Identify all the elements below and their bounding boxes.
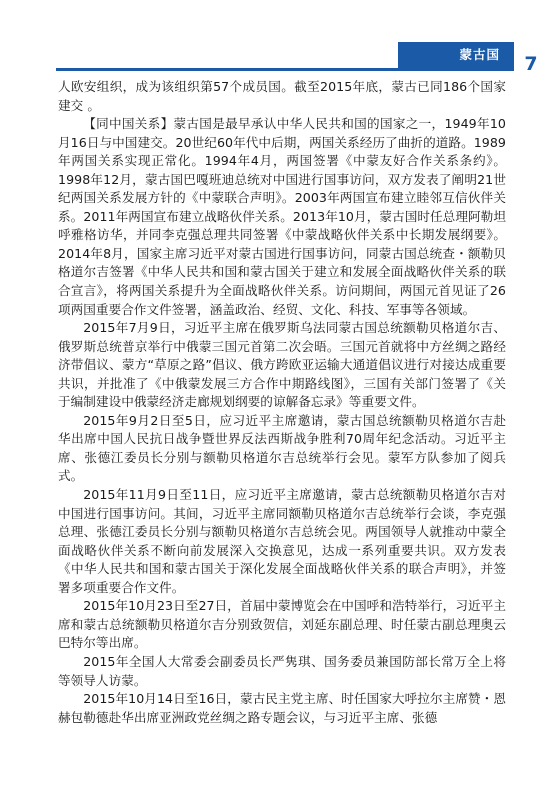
body-text [58, 78, 506, 727]
paragraph: 2015年10月14日至16日，蒙古民主党主席、时任国家大呼拉尔主席赞・恩赫包勒德赴华出席亚洲政党丝绸之路专题会议，与习近平主席、张德 [58, 691, 506, 725]
paragraph: 【同中国关系】蒙古国是最早承认中华人民共和国的国家之一，1949年10月16日与中国建交。20世纪60年代中后期，两国关系经历了曲折的道路。1989年两国关系实现正常化。1994年4月，两国签署《中蒙友好合作关系条约》。1998年12月，蒙古国巴嘎班迪总统对中国进行国事访问，双方发表了阐明21世纪两国关系发展方针的《中蒙联合声明》。2003年两国宣布建立睦邻互信伙伴关系。2011年两国宣布建立战略伙伴关系。2013年10月，蒙古国时任总理阿勒坦呼雅格访华，并同李克强总理共同签署《中蒙战略伙伴关系中长期发展纲要》。2014年8月，国家主席习近平对蒙古国进行国事访问，同蒙古国总统查・额勒贝格道尔吉签署《中华人民共和国和蒙古国关于建立和发展全面战略伙伴关系的联合宣言》，将两国关系提升为全面战略伙伴关系。访问期间，两国元首见证了26项两国重要合作文件签署，涵盖政治、经贸、文化、科技、军事等各领域。 [58, 116, 506, 317]
paragraph: 2015年10月23日至27日，首届中蒙博览会在中国呼和浩特举行，习近平主席和蒙古总统额勒贝格道尔吉分别致贺信，刘延东副总理、时任蒙古副总理奥云巴特尔等出席。 [58, 598, 506, 651]
section-title: 蒙古国 [459, 47, 500, 62]
header-rule [56, 68, 514, 71]
paragraph: 2015年11月9日至11日，应习近平主席邀请，蒙古总统额勒贝格道尔吉对中国进行国事访问。其间，习近平主席同额勒贝格道尔吉总统举行会谈，李克强总理、张德江委员长分别与额勒贝格道尔吉总统会见。两国领导人就推动中蒙全面战略伙伴关系不断向前发展深入交换意见，达成一系列重要共识。双方发表《中华人民共和国和蒙古国关于深化发展全面战略伙伴关系的联合声明》，并签署多项重要合作文件。 [58, 487, 506, 595]
paragraph: 2015年全国人大常委会副委员长严隽琪、国务委员兼国防部长常万全上将等领导人访蒙。 [58, 653, 506, 688]
paragraph: 人欧安组织，成为该组织第57个成员国。截至2015年底，蒙古已同186个国家建交 。 [58, 79, 506, 113]
paragraph: 2015年9月2日至5日，应习近平主席邀请，蒙古国总统额勒贝格道尔吉赴华出席中国人民抗日战争暨世界反法西斯战争胜利70周年纪念活动。习近平主席、张德江委员长分别与额勒贝格道尔吉总统举行会见。蒙军方队参加了阅兵式。 [58, 412, 506, 484]
paragraph: 2015年7月9日，习近平主席在俄罗斯乌法同蒙古国总统额勒贝格道尔吉、俄罗斯总统普京举行中俄蒙三国元首第二次会晤。三国元首就将中方丝绸之路经济带倡议、蒙方“草原之路”倡议、俄方跨欧亚运输大通道倡议进行对接达成重要共识，并批准了《中俄蒙发展三方合作中期路线图》，三国有关部门签署了《关于编制建设中俄蒙经济走廊规划纲要的谅解备忘录》等重要文件。 [58, 320, 506, 410]
page-number: 7 [524, 53, 538, 75]
